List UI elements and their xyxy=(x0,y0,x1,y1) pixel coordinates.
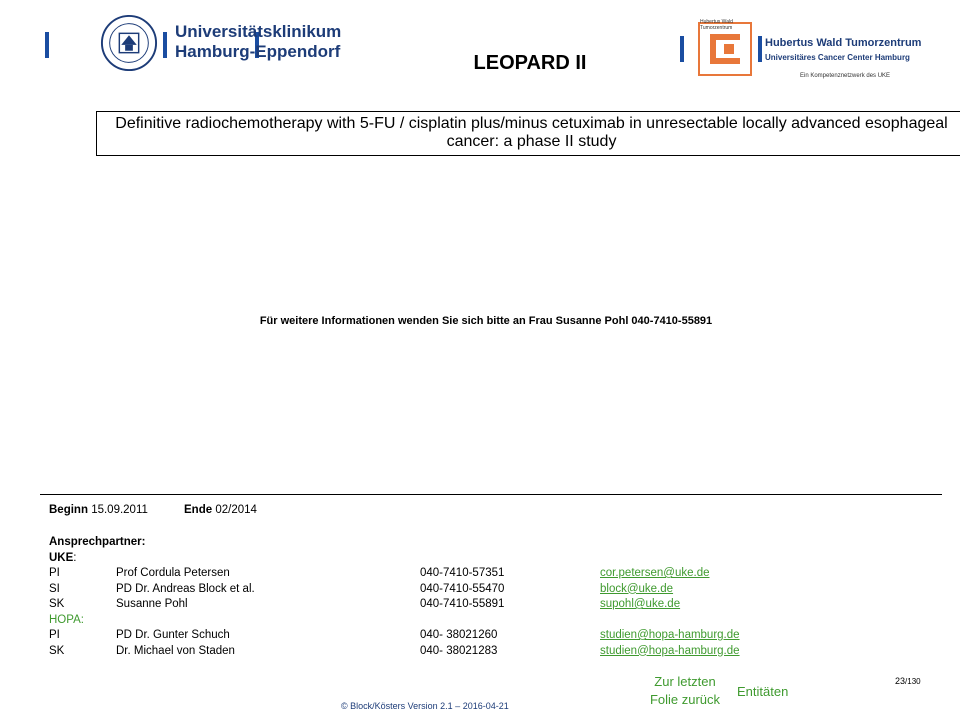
begin-label: Beginn xyxy=(49,504,88,516)
contact-name: PD Dr. Gunter Schuch xyxy=(116,629,230,641)
divider xyxy=(40,494,942,495)
study-title-wrap xyxy=(0,52,960,75)
entities-link[interactable]: Entitäten xyxy=(737,684,789,699)
contact-name: Dr. Michael von Staden xyxy=(116,644,235,657)
page-current: 23 xyxy=(895,676,906,686)
contact-role: PI xyxy=(49,629,60,641)
contact-phone: 040- 38021283 xyxy=(420,644,498,657)
uke-name-line2: Hamburg-Eppendorf xyxy=(175,42,341,61)
page-total: /130 xyxy=(905,677,921,686)
hw-name: Hubertus Wald Tumorzentrum xyxy=(765,37,922,49)
uke-name-line1: Universitätsklinikum xyxy=(175,22,342,41)
contact-phone: 040-7410-57351 xyxy=(420,567,505,579)
contact-email-link[interactable]: studien@hopa-hamburg.de xyxy=(600,644,740,657)
hopa-section-label: HOPA: xyxy=(49,613,84,626)
contact-role: PI xyxy=(49,567,60,579)
contact-email-link[interactable]: block@uke.de xyxy=(600,582,674,595)
study-subtitle: Definitive radiochemotherapy with 5-FU / cisplatin plus/minus cetuximab in unresectable locally advanced esophageal cancer: a phase II study xyxy=(115,115,948,150)
contact-email-link[interactable]: studien@hopa-hamburg.de xyxy=(600,629,740,641)
page-number xyxy=(895,676,921,686)
hw-emblem-caption: Hubertus Wald Tumorzentrum xyxy=(700,19,733,31)
contact-name: PD Dr. Andreas Block et al. xyxy=(116,582,255,595)
table-row xyxy=(49,644,740,660)
contact-name: Susanne Pohl xyxy=(116,598,188,610)
begin-date xyxy=(49,503,148,519)
uke-section-label: UKE: xyxy=(49,552,77,564)
contact-name: Prof Cordula Petersen xyxy=(116,567,230,579)
contact-email-link[interactable]: supohl@uke.de xyxy=(600,598,681,610)
table-row xyxy=(49,582,740,598)
contacts-table xyxy=(49,566,740,659)
contact-info-text: Für weitere Informationen wenden Sie sich bitte an Frau Susanne Pohl 040-7410-55891 xyxy=(259,315,713,327)
contact-phone: 040-7410-55891 xyxy=(420,598,505,610)
end-date xyxy=(184,503,257,519)
contact-role: SK xyxy=(49,598,65,610)
contact-phone: 040-7410-55470 xyxy=(420,582,505,595)
begin-value: 15.09.2011 xyxy=(91,504,148,516)
contact-role: SI xyxy=(49,582,60,595)
table-row xyxy=(49,613,740,629)
back-link-line1[interactable]: Zur letzten xyxy=(654,674,716,689)
table-row xyxy=(49,597,740,613)
study-title: LEOPARD II xyxy=(473,52,587,74)
table-row xyxy=(49,628,740,644)
end-label: Ende xyxy=(184,504,213,516)
hw-subname: Universitäres Cancer Center Hamburg xyxy=(765,53,910,62)
contact-role: SK xyxy=(49,644,65,657)
contact-email-link[interactable]: cor.petersen@uke.de xyxy=(600,567,710,579)
contacts-heading: Ansprechpartner: xyxy=(49,536,146,548)
back-to-last-slide-link[interactable] xyxy=(645,673,725,709)
end-value: 02/2014 xyxy=(215,504,257,516)
footer-version: © Block/Kösters Version 2.1 – 2016-04-21 xyxy=(341,701,509,711)
hw-tagline: Ein Kompetenznetzwerk des UKE xyxy=(800,73,891,79)
back-link-line2[interactable]: Folie zurück xyxy=(649,692,721,707)
table-row xyxy=(49,566,740,582)
subtitle-box xyxy=(96,111,960,156)
contact-phone: 040- 38021260 xyxy=(420,629,498,641)
